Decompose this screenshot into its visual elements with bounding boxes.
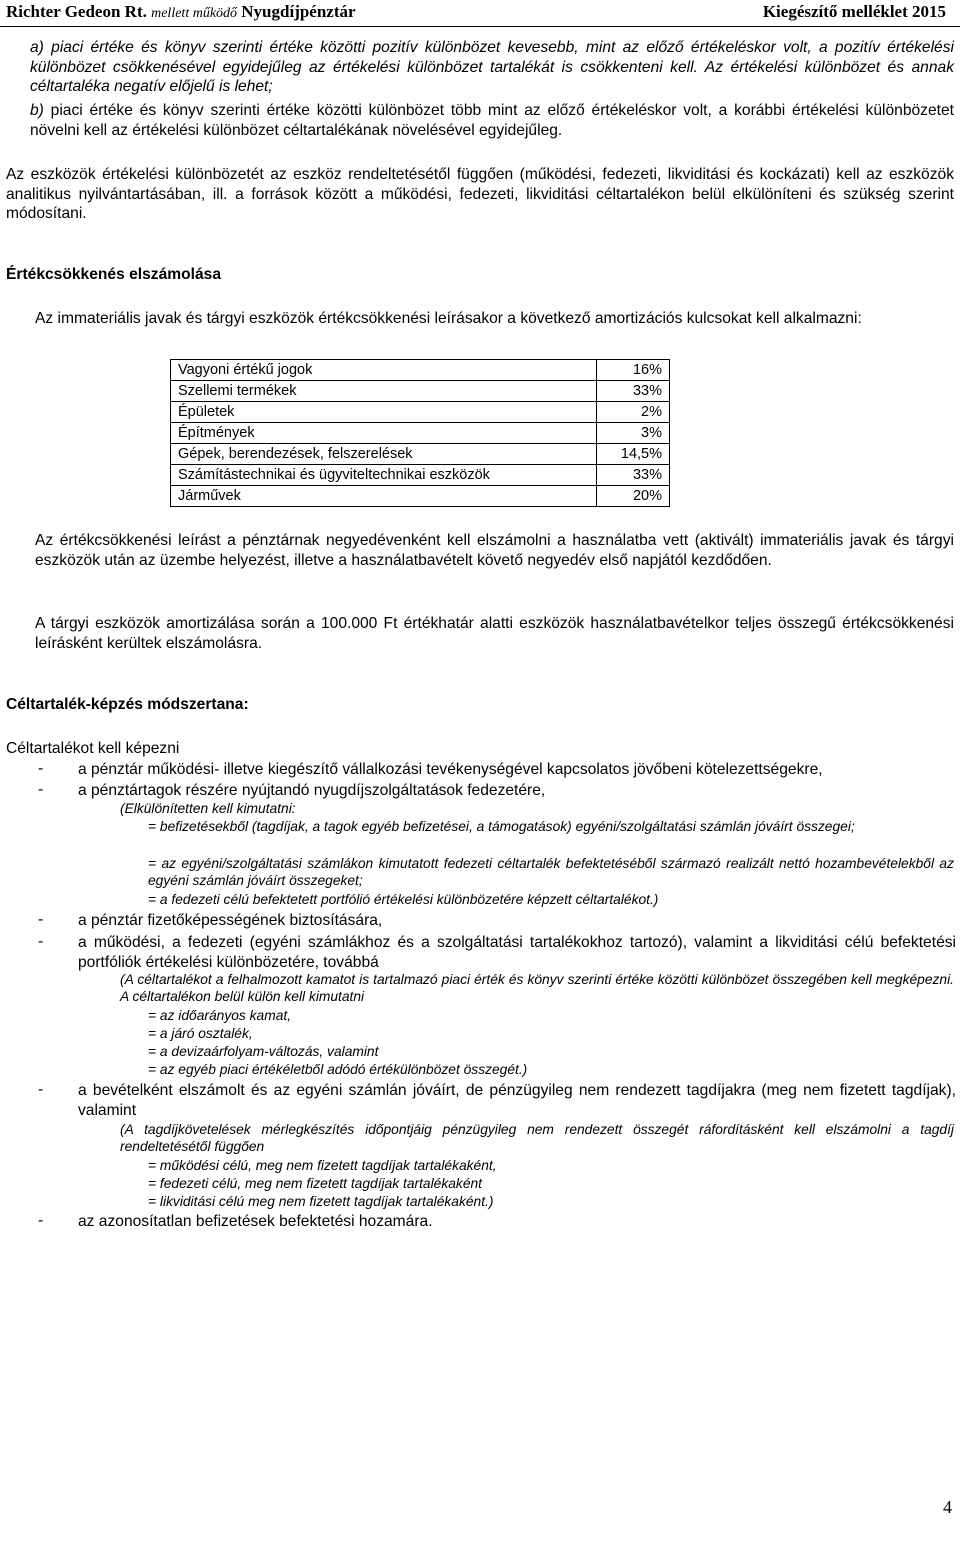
provisions-intro: Céltartalékot kell képezni <box>6 740 180 757</box>
bullet-4-item-4: = az egyéb piaci értékéletből adódó értékülönbözet összegét.) <box>148 1062 528 1077</box>
page-number: 4 <box>943 1497 952 1517</box>
bullet-2-item-2-text: = az egyéni/szolgáltatási számlákon kimutatott fedezeti céltartalék befektetéséből származó realizált nettó hozambevételekből az egyéni számlán jóváírt összegeket; <box>148 856 954 888</box>
table-row <box>171 423 670 444</box>
bullet-dash: - <box>38 911 44 928</box>
para-b-text: piaci értéke és könyv szerinti értéke közötti különbözet több mint az előző értékeléskor volt, a korábbi értékelési különbözetet növelni kell az értékelési különbözet céltartalékának növelésével egyidejűleg. <box>30 102 954 139</box>
para-b <box>30 101 954 140</box>
header-org <box>0 0 356 22</box>
bullet-6: az azonosítatlan befizetések befektetési hozamára. <box>78 1213 433 1230</box>
bullet-dash: - <box>38 1081 44 1098</box>
heading-provisions: Céltartalék-képzés módszertana: <box>6 696 249 713</box>
bullet-2-item-3: = a fedezeti célú befektetett portfólió értékelési különbözetére képzett céltartalékot.) <box>148 892 659 907</box>
bullet-5-item-2: = fedezeti célú, meg nem fizetett tagdíjak tartalékaként <box>148 1176 482 1191</box>
page-header <box>0 0 960 24</box>
table-row <box>171 360 670 381</box>
bullet-4-item-1: = az időarányos kamat, <box>148 1008 292 1023</box>
para-a <box>30 38 954 97</box>
bullet-5-note: (A tagdíjkövetelések mérlegkészítés időpontjáig pénzügyileg nem rendezett összegét ráfordításként kell elszámolni a tagdíj rendeltetésétől függően <box>120 1122 954 1154</box>
bullet-4-item-2: = a járó osztalék, <box>148 1026 253 1041</box>
table-row <box>171 465 670 486</box>
table-cell-rate: 33% <box>596 465 669 486</box>
table-cell-item: Szellemi termékek <box>171 381 597 402</box>
depreciation-table <box>170 359 670 507</box>
table-cell-item: Épületek <box>171 402 597 423</box>
table-cell-rate: 2% <box>596 402 669 423</box>
header-rule <box>0 26 960 27</box>
bullet-dash: - <box>38 781 44 798</box>
bullet-2-item-2 <box>148 855 954 889</box>
table-row <box>171 402 670 423</box>
bullet-2-note: (Elkülönítetten kell kimutatni: <box>120 801 296 816</box>
table-cell-item: Építmények <box>171 423 597 444</box>
bullet-dash: - <box>38 760 44 777</box>
table-row <box>171 444 670 465</box>
table-cell-item: Járművek <box>171 486 597 507</box>
bullet-2-item-1-text: = befizetésekből (tagdíjak, a tagok egyéb befizetései, a támogatások) egyéni/szolgáltatási számlán jóváírt összegei; <box>148 819 855 834</box>
bullet-4-item-3: = a devizaárfolyam-változás, valamint <box>148 1044 379 1059</box>
table-cell-rate: 16% <box>596 360 669 381</box>
table-cell-rate: 20% <box>596 486 669 507</box>
bullet-1: a pénztár működési- illetve kiegészítő vállalkozási tevékenységével kapcsolatos jövőbeni kötelezettségekre, <box>78 761 823 778</box>
para-depr-1: Az értékcsökkenési leírást a pénztárnak negyedévenként kell elszámolni a használatba vett (aktivált) immateriális javak és tárgyi eszközök után az üzembe helyezést, illetve a használatbavételt követő negyedév első napjától kezdődően. <box>35 532 954 569</box>
bullet-dash: - <box>38 933 44 950</box>
para-a-label: a) <box>30 39 44 56</box>
table-row <box>171 381 670 402</box>
bullet-2: a pénztártagok részére nyújtandó nyugdíjszolgáltatások fedezetére, <box>78 782 546 799</box>
para-depr-intro: Az immateriális javak és tárgyi eszközök értékcsökkenési leírásakor a következő amortizációs kulcsokat kell alkalmazni: <box>35 310 862 327</box>
table-cell-item: Vagyoni értékű jogok <box>171 360 597 381</box>
table-cell-rate: 33% <box>596 381 669 402</box>
bullet-2-item-1 <box>148 818 954 835</box>
para-a-text: piaci értéke és könyv szerinti értéke közötti pozitív különbözet kevesebb, mint az előző értékeléskor volt, a pozitív értékelési különbözet csökkenésével egyidejűleg az értékelési különbözet tartalékát is csökkenteni kell. Az értékelési különbözet és annak céltartaléka negatív előjelű is lehet; <box>30 39 954 95</box>
header-org-tail: Nyugdíjpénztár <box>241 2 356 21</box>
bullet-4-note: (A céltartalékot a felhalmozott kamatot is tartalmazó piaci érték és könyv szerinti értéke közötti különbözet összegében kell megképezni. A céltartalékon belül külön kell kimutatni <box>120 972 954 1004</box>
bullet-4: a működési, a fedezeti (egyéni számlákhoz és a szolgáltatási tartalékokhoz tartozó), valamint a likviditási célú befektetési portfóliók értékelési különbözetére, továbbá <box>78 934 956 971</box>
table-cell-rate: 14,5% <box>596 444 669 465</box>
table-cell-item: Számítástechnikai és ügyviteltechnikai eszközök <box>171 465 597 486</box>
bullet-5: a bevételként elszámolt és az egyéni számlán jóváírt, de pénzügyileg nem rendezett tagdíjakra (meg nem fizetett tagdíjak), valamint <box>78 1082 956 1119</box>
header-doc-title: Kiegészítő melléklet 2015 <box>762 2 946 21</box>
bullet-5-item-3: = likviditási célú meg nem fizetett tagdíjak tartalékaként.) <box>148 1194 494 1209</box>
bullet-dash: - <box>38 1212 44 1229</box>
table-row <box>171 486 670 507</box>
bullet-5-item-1: = működési célú, meg nem fizetett tagdíjak tartalékaként, <box>148 1158 497 1173</box>
header-org-name: Richter Gedeon Rt. <box>6 2 147 21</box>
header-org-sub: mellett működő <box>151 6 238 21</box>
para-depr-2: A tárgyi eszközök amortizálása során a 100.000 Ft értékhatár alatti eszközök használatbavételkor teljes összegű értékcsökkenési leírásként kerültek elszámolásra. <box>35 615 954 652</box>
heading-depreciation: Értékcsökkenés elszámolása <box>6 266 221 283</box>
para-assets: Az eszközök értékelési különbözetét az eszköz rendeltetésétől függően (működési, fedezeti, likviditási és kockázati) kell az eszközök analitikus nyilvántartásában, ill. a források között a működési, fedezeti, likviditási céltartalékon belül elkülöníteni és szükség szerint módosítani. <box>6 166 954 222</box>
table-cell-item: Gépek, berendezések, felszerelések <box>171 444 597 465</box>
para-b-label: b) <box>30 102 44 119</box>
bullet-3: a pénztár fizetőképességének biztosítására, <box>78 912 383 929</box>
table-cell-rate: 3% <box>596 423 669 444</box>
